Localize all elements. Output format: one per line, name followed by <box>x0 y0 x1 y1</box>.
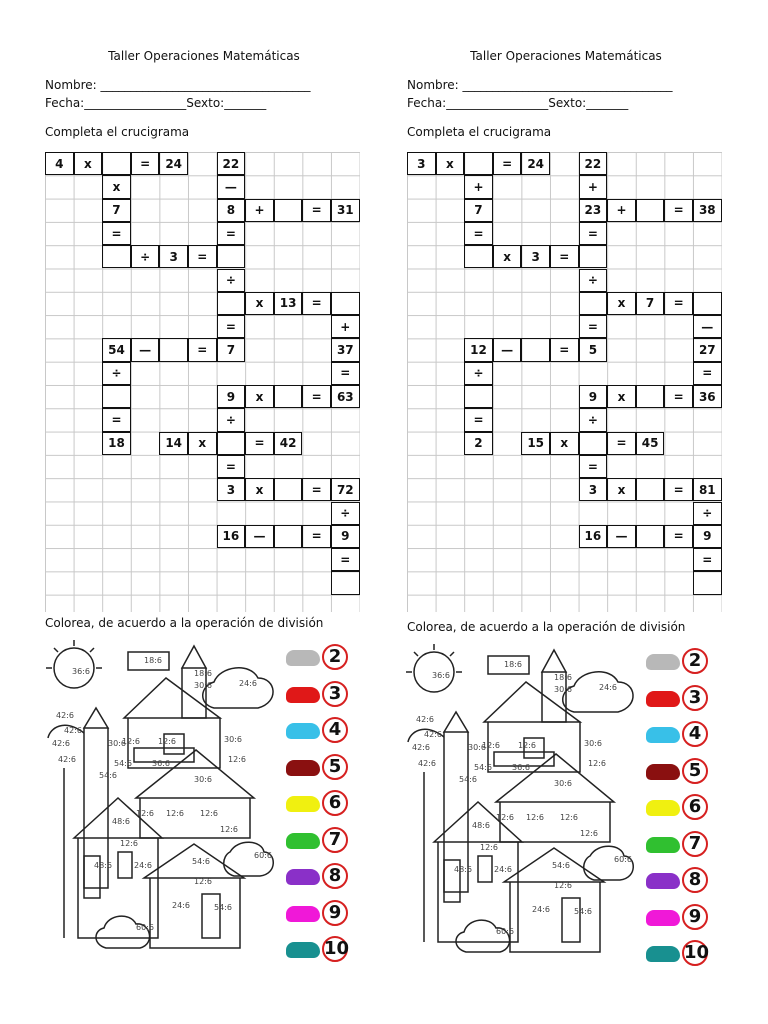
division-label: 30:6 <box>554 685 572 694</box>
crossword-cell: 42 <box>274 432 303 455</box>
crossword-cell: = <box>664 292 693 315</box>
crossword-cell[interactable] <box>636 525 665 548</box>
legend-number: 6 <box>682 794 708 820</box>
division-label: 42:6 <box>416 715 434 724</box>
crossword-cell[interactable] <box>102 385 131 408</box>
crossword-cell: 4 <box>45 152 74 175</box>
legend-number: 7 <box>682 831 708 857</box>
crossword-cell[interactable] <box>331 292 360 315</box>
crossword-cell: = <box>607 432 636 455</box>
crossword-cell: ÷ <box>131 245 160 268</box>
color-swatch <box>286 723 320 739</box>
division-label: 42:6 <box>58 755 76 764</box>
legend-number: 2 <box>322 644 348 670</box>
division-label: 60:6 <box>496 927 514 936</box>
crossword-cell: x <box>550 432 579 455</box>
crossword-cell: ÷ <box>579 269 608 292</box>
crossword-cell[interactable] <box>521 338 550 361</box>
crossword-cell[interactable] <box>579 432 608 455</box>
crossword-cell: + <box>245 199 274 222</box>
legend-item <box>286 788 350 818</box>
crossword-cell[interactable] <box>274 385 303 408</box>
color-swatch <box>646 946 680 962</box>
division-label: 12:6 <box>228 755 246 764</box>
division-label: 12:6 <box>554 881 572 890</box>
crossword-cell[interactable] <box>693 571 722 594</box>
crossword-cell: 9 <box>331 525 360 548</box>
crossword-cell: = <box>331 362 360 385</box>
crossword-cell: + <box>579 175 608 198</box>
division-label: 12:6 <box>122 737 140 746</box>
crossword-cell: 5 <box>579 338 608 361</box>
legend-item <box>286 898 350 928</box>
division-label: 30:6 <box>194 681 212 690</box>
crossword-heading: Completa el crucigrama <box>407 125 552 139</box>
crossword-cell: x <box>245 478 274 501</box>
color-swatch <box>286 687 320 703</box>
bush-shape <box>96 916 150 948</box>
legend-number: 9 <box>322 900 348 926</box>
crossword-cell: — <box>131 338 160 361</box>
crossword-cell: x <box>245 292 274 315</box>
legend-number: 6 <box>322 790 348 816</box>
legend-item <box>646 829 710 859</box>
crossword-cell: = <box>579 222 608 245</box>
crossword-cell: 37 <box>331 338 360 361</box>
crossword-cell: = <box>550 245 579 268</box>
division-label: 54:6 <box>552 861 570 870</box>
crossword-cell: 36 <box>693 385 722 408</box>
crossword-cell[interactable] <box>217 292 246 315</box>
crossword-grid <box>407 152 722 612</box>
legend-item <box>646 902 710 932</box>
division-label: 36:6 <box>72 667 90 676</box>
division-label: 54:6 <box>99 771 117 780</box>
name-line: Nombre: ___________________________________ <box>407 78 673 92</box>
division-label: 12:6 <box>194 877 212 886</box>
crossword-cell: 9 <box>217 385 246 408</box>
legend-number: 8 <box>322 863 348 889</box>
legend-item <box>646 792 710 822</box>
division-label: 12:6 <box>158 737 176 746</box>
crossword-cell[interactable] <box>274 478 303 501</box>
division-label: 42:6 <box>52 739 70 748</box>
crossword-cell: — <box>245 525 274 548</box>
crossword-cell: 3 <box>407 152 436 175</box>
legend-number: 7 <box>322 827 348 853</box>
worksheet-title: Taller Operaciones Matemáticas <box>470 49 662 63</box>
division-label: 36:6 <box>432 671 450 680</box>
crossword-cell: 38 <box>693 199 722 222</box>
division-label: 18:6 <box>554 673 572 682</box>
crossword-heading: Completa el crucigrama <box>45 125 190 139</box>
division-label: 54:6 <box>459 775 477 784</box>
worksheet-title: Taller Operaciones Matemáticas <box>108 49 300 63</box>
crossword-cell: = <box>664 478 693 501</box>
legend-number: 3 <box>322 681 348 707</box>
division-label: 18:6 <box>194 669 212 678</box>
crossword-cell[interactable] <box>579 245 608 268</box>
crossword-cell: x <box>245 385 274 408</box>
legend-number: 10 <box>322 936 348 962</box>
crossword-cell: + <box>607 199 636 222</box>
crossword-cell: 3 <box>579 478 608 501</box>
crossword-cell[interactable] <box>217 432 246 455</box>
crossword-cell: x <box>74 152 103 175</box>
crossword-cell: 7 <box>464 199 493 222</box>
division-label: 36:6 <box>152 759 170 768</box>
crossword-cell: = <box>664 525 693 548</box>
crossword-cell: = <box>302 199 331 222</box>
division-label: 12:6 <box>120 839 138 848</box>
crossword-cell: = <box>302 292 331 315</box>
crossword-cell: = <box>188 338 217 361</box>
crossword-cell[interactable] <box>102 245 131 268</box>
crossword-cell[interactable] <box>636 199 665 222</box>
crossword-cell: 45 <box>636 432 665 455</box>
color-swatch <box>286 833 320 849</box>
legend-number: 9 <box>682 904 708 930</box>
cloud-shape <box>563 672 633 712</box>
division-label: 12:6 <box>518 741 536 750</box>
division-label: 54:6 <box>114 759 132 768</box>
crossword-cell[interactable] <box>102 152 131 175</box>
crossword-cell[interactable] <box>636 478 665 501</box>
crossword-cell: = <box>550 338 579 361</box>
division-label: 12:6 <box>220 825 238 834</box>
crossword-cell: = <box>331 548 360 571</box>
crossword-cell: ÷ <box>217 408 246 431</box>
division-label: 48:6 <box>112 817 130 826</box>
crossword-cell: = <box>464 408 493 431</box>
division-label: 24:6 <box>134 861 152 870</box>
division-label: 24:6 <box>239 679 257 688</box>
crossword-cell: x <box>607 385 636 408</box>
crossword-cell: 7 <box>102 199 131 222</box>
legend-number: 8 <box>682 867 708 893</box>
crossword-cell: ÷ <box>331 502 360 525</box>
color-swatch <box>646 910 680 926</box>
crossword-cell: = <box>493 152 522 175</box>
division-label: 36:6 <box>512 763 530 772</box>
crossword-cell: 31 <box>331 199 360 222</box>
crossword-cell: 18 <box>102 432 131 455</box>
crossword-cell: 3 <box>217 478 246 501</box>
crossword-cell[interactable] <box>159 338 188 361</box>
crossword-cell[interactable] <box>464 245 493 268</box>
legend-item <box>286 861 350 891</box>
crossword-cell: 8 <box>217 199 246 222</box>
color-swatch <box>286 906 320 922</box>
division-label: 30:6 <box>554 779 572 788</box>
crossword-cell: 7 <box>636 292 665 315</box>
legend-item <box>286 679 350 709</box>
division-label: 24:6 <box>532 905 550 914</box>
legend-number: 2 <box>682 648 708 674</box>
division-label: 48:6 <box>472 821 490 830</box>
color-swatch <box>646 873 680 889</box>
crossword-cell: — <box>493 338 522 361</box>
division-label: 60:6 <box>136 923 154 932</box>
crossword-cell[interactable] <box>464 152 493 175</box>
crossword-cell: — <box>693 315 722 338</box>
division-label: 18:6 <box>144 656 162 665</box>
division-label: 54:6 <box>192 857 210 866</box>
crossword-cell: 7 <box>217 338 246 361</box>
crossword-cell[interactable] <box>464 385 493 408</box>
division-label: 12:6 <box>136 809 154 818</box>
crossword-cell[interactable] <box>274 199 303 222</box>
coloring-heading: Colorea, de acuerdo a la operación de división <box>407 620 686 634</box>
division-label: 12:6 <box>588 759 606 768</box>
crossword-cell: ÷ <box>102 362 131 385</box>
crossword-cell: 15 <box>521 432 550 455</box>
crossword-cell: 3 <box>521 245 550 268</box>
crossword-cell[interactable] <box>579 292 608 315</box>
crossword-cell: = <box>579 315 608 338</box>
crossword-cell: = <box>693 362 722 385</box>
cloud-shape <box>203 668 273 708</box>
legend-item <box>286 825 350 855</box>
crossword-cell: x <box>493 245 522 268</box>
division-label: 18:6 <box>504 660 522 669</box>
crossword-cell: = <box>302 385 331 408</box>
crossword-cell: ÷ <box>464 362 493 385</box>
division-label: 30:6 <box>468 743 486 752</box>
crossword-cell: = <box>102 222 131 245</box>
date-grade-line: Fecha:_________________Sexto:_______ <box>45 96 267 110</box>
legend-number: 3 <box>682 685 708 711</box>
division-label: 54:6 <box>574 907 592 916</box>
crossword-cell: 9 <box>579 385 608 408</box>
legend-number: 5 <box>322 754 348 780</box>
color-swatch <box>646 691 680 707</box>
legend-number: 5 <box>682 758 708 784</box>
division-label: 12:6 <box>560 813 578 822</box>
crossword-cell: 13 <box>274 292 303 315</box>
crossword-cell: x <box>607 478 636 501</box>
crossword-cell: 14 <box>159 432 188 455</box>
crossword-cell[interactable] <box>217 245 246 268</box>
division-label: 30:6 <box>224 735 242 744</box>
crossword-cell: = <box>188 245 217 268</box>
color-swatch <box>286 869 320 885</box>
division-label: 24:6 <box>599 683 617 692</box>
crossword-cell: = <box>664 385 693 408</box>
division-label: 42:6 <box>412 743 430 752</box>
crossword-cell: = <box>302 478 331 501</box>
division-label: 30:6 <box>584 739 602 748</box>
crossword-cell: x <box>102 175 131 198</box>
crossword-grid <box>45 152 360 612</box>
crossword-cell: ÷ <box>579 408 608 431</box>
crossword-cell: 16 <box>579 525 608 548</box>
crossword-cell: — <box>217 175 246 198</box>
crossword-cell: = <box>245 432 274 455</box>
crossword-cell: 9 <box>693 525 722 548</box>
crossword-cell: = <box>579 455 608 478</box>
legend-item <box>646 719 710 749</box>
crossword-cell: 72 <box>331 478 360 501</box>
crossword-cell: ÷ <box>217 269 246 292</box>
crossword-cell: 81 <box>693 478 722 501</box>
division-label: 42:6 <box>418 759 436 768</box>
division-label: 12:6 <box>580 829 598 838</box>
color-swatch <box>646 654 680 670</box>
legend-number: 4 <box>682 721 708 747</box>
crossword-cell[interactable] <box>274 525 303 548</box>
date-grade-line: Fecha:_________________Sexto:_______ <box>407 96 629 110</box>
crossword-cell: 12 <box>464 338 493 361</box>
legend-item <box>646 865 710 895</box>
name-line: Nombre: ___________________________________ <box>45 78 311 92</box>
crossword-cell: 22 <box>217 152 246 175</box>
division-label: 30:6 <box>194 775 212 784</box>
division-label: 60:6 <box>614 855 632 864</box>
color-swatch <box>646 800 680 816</box>
color-swatch <box>646 837 680 853</box>
coloring-picture <box>404 642 720 982</box>
crossword-cell: 22 <box>579 152 608 175</box>
crossword-cell: x <box>607 292 636 315</box>
legend-item <box>286 934 350 964</box>
crossword-cell: = <box>464 222 493 245</box>
crossword-cell: 23 <box>579 199 608 222</box>
crossword-cell[interactable] <box>636 385 665 408</box>
legend-item <box>646 683 710 713</box>
crossword-cell: 2 <box>464 432 493 455</box>
legend-item <box>286 715 350 745</box>
legend-item <box>286 642 350 672</box>
division-label: 12:6 <box>480 843 498 852</box>
crossword-cell[interactable] <box>331 571 360 594</box>
crossword-cell: 24 <box>159 152 188 175</box>
crossword-cell: = <box>217 222 246 245</box>
color-swatch <box>286 796 320 812</box>
division-label: 48:6 <box>94 861 112 870</box>
crossword-cell: 54 <box>102 338 131 361</box>
crossword-cell: ÷ <box>693 502 722 525</box>
color-swatch <box>286 650 320 666</box>
crossword-cell: = <box>693 548 722 571</box>
division-label: 48:6 <box>454 865 472 874</box>
color-swatch <box>286 760 320 776</box>
division-label: 42:6 <box>424 730 442 739</box>
division-label: 12:6 <box>482 741 500 750</box>
division-label: 12:6 <box>496 813 514 822</box>
legend-number: 10 <box>682 940 708 966</box>
crossword-cell: = <box>131 152 160 175</box>
division-label: 30:6 <box>108 739 126 748</box>
crossword-cell: 63 <box>331 385 360 408</box>
crossword-cell: = <box>302 525 331 548</box>
crossword-cell: = <box>102 408 131 431</box>
color-swatch <box>646 764 680 780</box>
crossword-cell: 16 <box>217 525 246 548</box>
crossword-cell: = <box>217 315 246 338</box>
division-label: 42:6 <box>64 726 82 735</box>
crossword-cell: = <box>217 455 246 478</box>
division-label: 24:6 <box>172 901 190 910</box>
division-label: 12:6 <box>526 813 544 822</box>
legend-number: 4 <box>322 717 348 743</box>
crossword-cell: x <box>188 432 217 455</box>
bush-shape <box>456 920 510 952</box>
coloring-picture <box>44 638 360 978</box>
crossword-cell: x <box>436 152 465 175</box>
division-label: 42:6 <box>56 711 74 720</box>
coloring-heading: Colorea, de acuerdo a la operación de división <box>45 616 324 630</box>
crossword-cell: 3 <box>159 245 188 268</box>
color-swatch <box>646 727 680 743</box>
legend-item <box>286 752 350 782</box>
legend-item <box>646 938 710 968</box>
division-label: 12:6 <box>166 809 184 818</box>
division-label: 54:6 <box>214 903 232 912</box>
division-label: 24:6 <box>494 865 512 874</box>
crossword-cell: + <box>331 315 360 338</box>
color-swatch <box>286 942 320 958</box>
division-label: 12:6 <box>200 809 218 818</box>
crossword-cell: 27 <box>693 338 722 361</box>
crossword-cell[interactable] <box>693 292 722 315</box>
crossword-cell: = <box>664 199 693 222</box>
legend-item <box>646 646 710 676</box>
crossword-cell: 24 <box>521 152 550 175</box>
division-label: 60:6 <box>254 851 272 860</box>
legend-item <box>646 756 710 786</box>
crossword-cell: — <box>607 525 636 548</box>
crossword-cell: + <box>464 175 493 198</box>
division-label: 54:6 <box>474 763 492 772</box>
